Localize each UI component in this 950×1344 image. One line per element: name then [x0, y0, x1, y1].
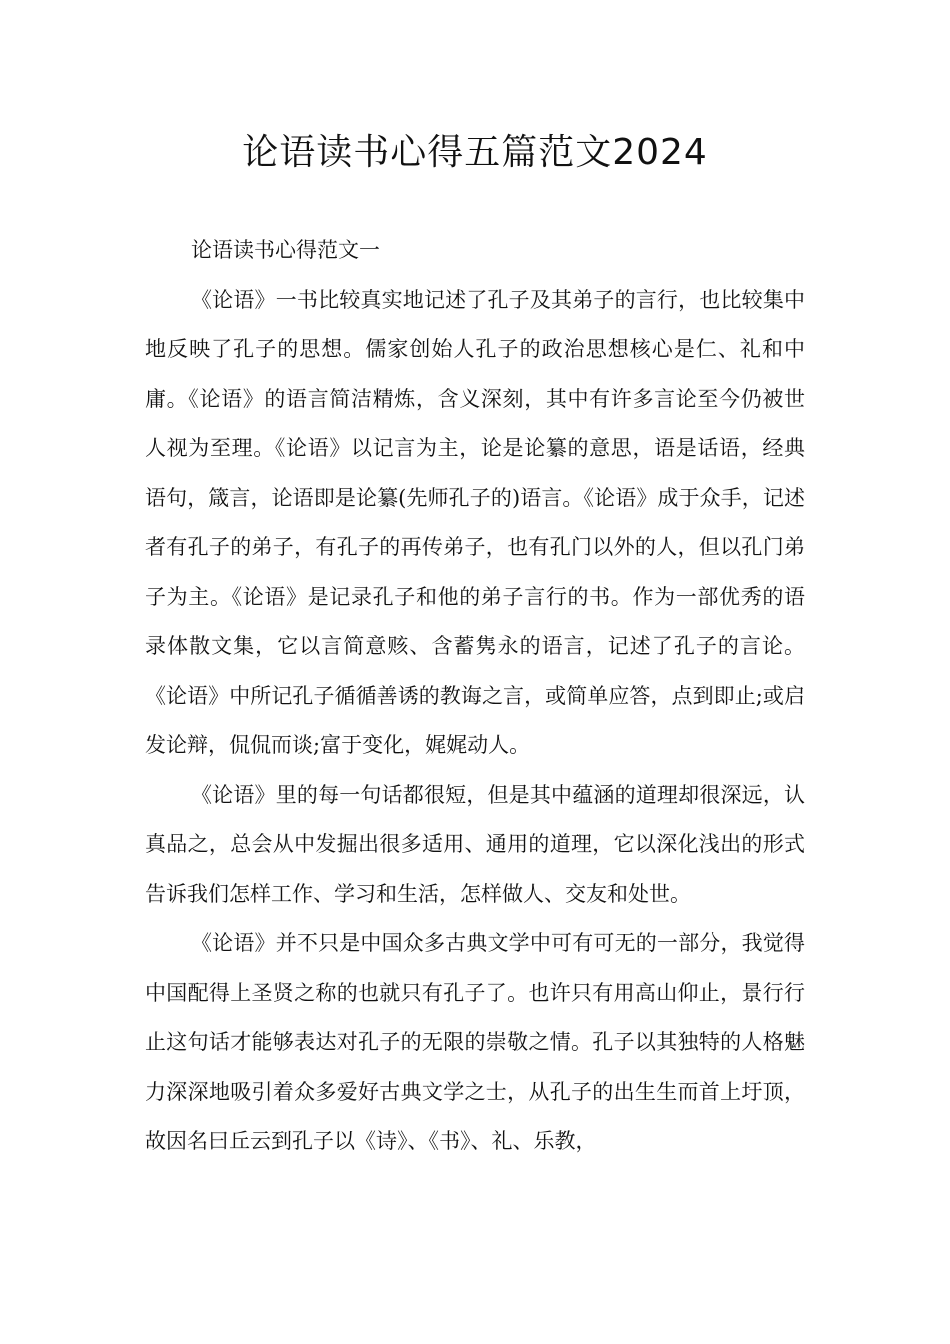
- document-title: 论语读书心得五篇范文2024: [242, 132, 708, 173]
- paragraph-1: 《论语》一书比较真实地记述了孔子及其弟子的言行，也比较集中地反映了孔子的思想。儒家创始人孔子的政治思想核心是仁、礼和中庸。《论语》的语言简洁精炼，含义深刻，其中有许多言论至今仍被世人视为至理。《论语》以记言为主，论是论纂的意思，语是话语，经典语句，箴言，论语即是论纂(先师孔子的)语言。《论语》成于众手，记述者有孔子的弟子，有孔子的再传弟子，也有孔门以外的人，但以孔门弟子为主。《论语》是记录孔子和他的弟子言行的书。作为一部优秀的语录体散文集，它以言简意赅、含蓄隽永的语言，记述了孔子的言论。《论语》中所记孔子循循善诱的教诲之言，或简单应答，点到即止;或启发论辩，侃侃而谈;富于变化，娓娓动人。: [145, 287, 805, 757]
- document-body: [145, 226, 805, 1167]
- paragraph-3: 《论语》并不只是中国众多古典文学中可有可无的一部分，我觉得中国配得上圣贤之称的也就只有孔子了。也许只有用高山仰止，景行行止这句话才能够表达对孔子的无限的崇敬之情。孔子以其独特的人格魅力深深地吸引着众多爱好古典文学之士，从孔子的出生生而首上圩顶，故因名曰丘云到孔子以《诗》、《书》、礼、乐教，: [145, 931, 805, 1153]
- paragraph-2: 《论语》里的每一句话都很短，但是其中蕴涵的道理却很深远，认真品之，总会从中发掘出很多适用、通用的道理，它以深化浅出的形式告诉我们怎样工作、学习和生活，怎样做人、交友和处世。: [145, 782, 805, 906]
- section-heading: 论语读书心得范文一: [191, 238, 380, 262]
